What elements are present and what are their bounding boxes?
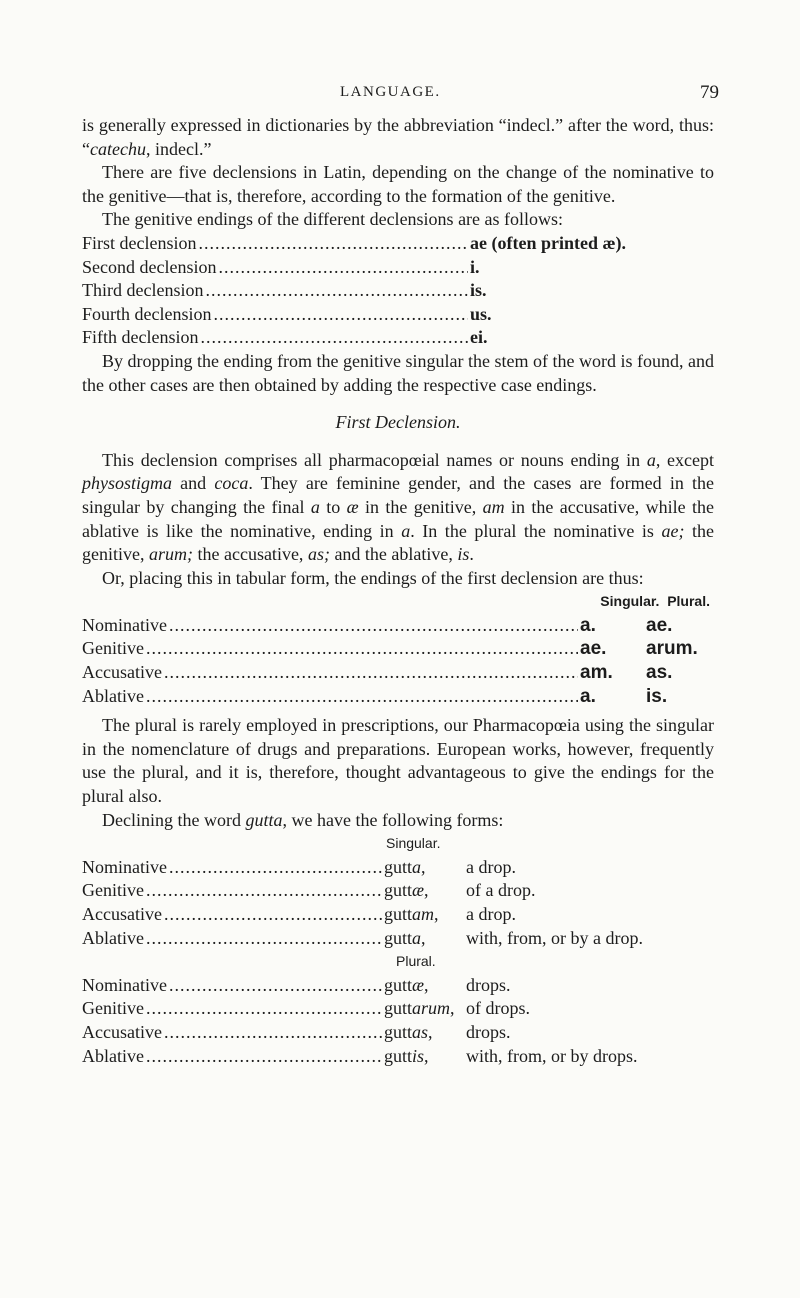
- table-row: Nominative ..... a. ae.: [82, 614, 714, 638]
- paragraph: Declining the word gutta, we have the following forms:: [102, 809, 504, 830]
- list-item: Third declension ..... is.: [82, 279, 714, 303]
- table-row: Genitive ..... guttarum, of drops.: [82, 997, 714, 1021]
- list-item: Fifth declension ..... ei.: [82, 326, 714, 350]
- paragraph: The genitive endings of the different declensions are as follows:: [102, 209, 564, 230]
- list-item: Second declension ..... i.: [82, 256, 714, 280]
- paragraph: There are five declensions in Latin, depending on the change of the nominative to the genitive—that is, therefore, according to the formation of the genitive.: [82, 162, 714, 206]
- paragraph: is generally expressed in dictionaries by the abbreviation “indecl.” after the word, thus: “catechu, indecl.”: [82, 115, 714, 159]
- paragraph: The plural is rarely employed in prescriptions, our Pharmacopœia using the singular in the nomenclature of drugs and preparations. European works, however, frequently use the plural, and it is, therefore, thought advantageous to give the endings for the plural also.: [82, 715, 714, 807]
- first-declension-endings-table: [82, 590, 714, 708]
- paragraph: This declension comprises all pharmacopœial names or nouns ending in a, except physostigma and coca. They are feminine gender, and the cases are formed in the singular by changing the final a to æ in the genitive, am in the accusative, while the ablative is like the nominative, ending in a. In the plural the nominative is ae; the genitive, arum; the accusative, as; and the ablative, is.: [82, 449, 715, 565]
- table-row: Nominative ..... gutta, a drop.: [82, 856, 714, 880]
- table-row: Ablative ..... a. is.: [82, 685, 714, 709]
- table-header: Singular. Plural.: [600, 593, 710, 610]
- paragraph: By dropping the ending from the genitive singular the stem of the word is found, and the other cases are then obtained by adding the respective case endings.: [82, 350, 714, 395]
- plural-header: Plural.: [396, 953, 436, 970]
- table-row: Accusative ..... guttas, drops.: [82, 1021, 714, 1045]
- declension-endings-list: [82, 232, 714, 350]
- list-item: Fourth declension ..... us.: [82, 303, 714, 327]
- paragraph: Or, placing this in tabular form, the endings of the first declension are thus:: [102, 567, 644, 588]
- running-header: [0, 84, 800, 108]
- table-row: Accusative ..... guttam, a drop.: [82, 903, 714, 927]
- table-row: Ablative ..... guttis, with, from, or by drops.: [82, 1045, 714, 1069]
- header-title: LANGUAGE.: [340, 84, 441, 100]
- section-heading: First Declension.: [335, 412, 461, 433]
- list-item: First declension ..... ae (often printed æ).: [82, 232, 714, 256]
- table-row: Genitive ..... guttæ, of a drop.: [82, 879, 714, 903]
- singular-header: Singular.: [386, 835, 441, 852]
- table-row: Genitive ..... ae. arum.: [82, 637, 714, 661]
- body-text: [82, 114, 714, 1068]
- page-number: 79: [700, 82, 719, 103]
- table-row: Accusative ..... am. as.: [82, 661, 714, 685]
- table-row: Nominative ..... guttæ, drops.: [82, 974, 714, 998]
- table-row: Ablative ..... gutta, with, from, or by a drop.: [82, 927, 714, 951]
- gutta-declension-table: [82, 832, 714, 1068]
